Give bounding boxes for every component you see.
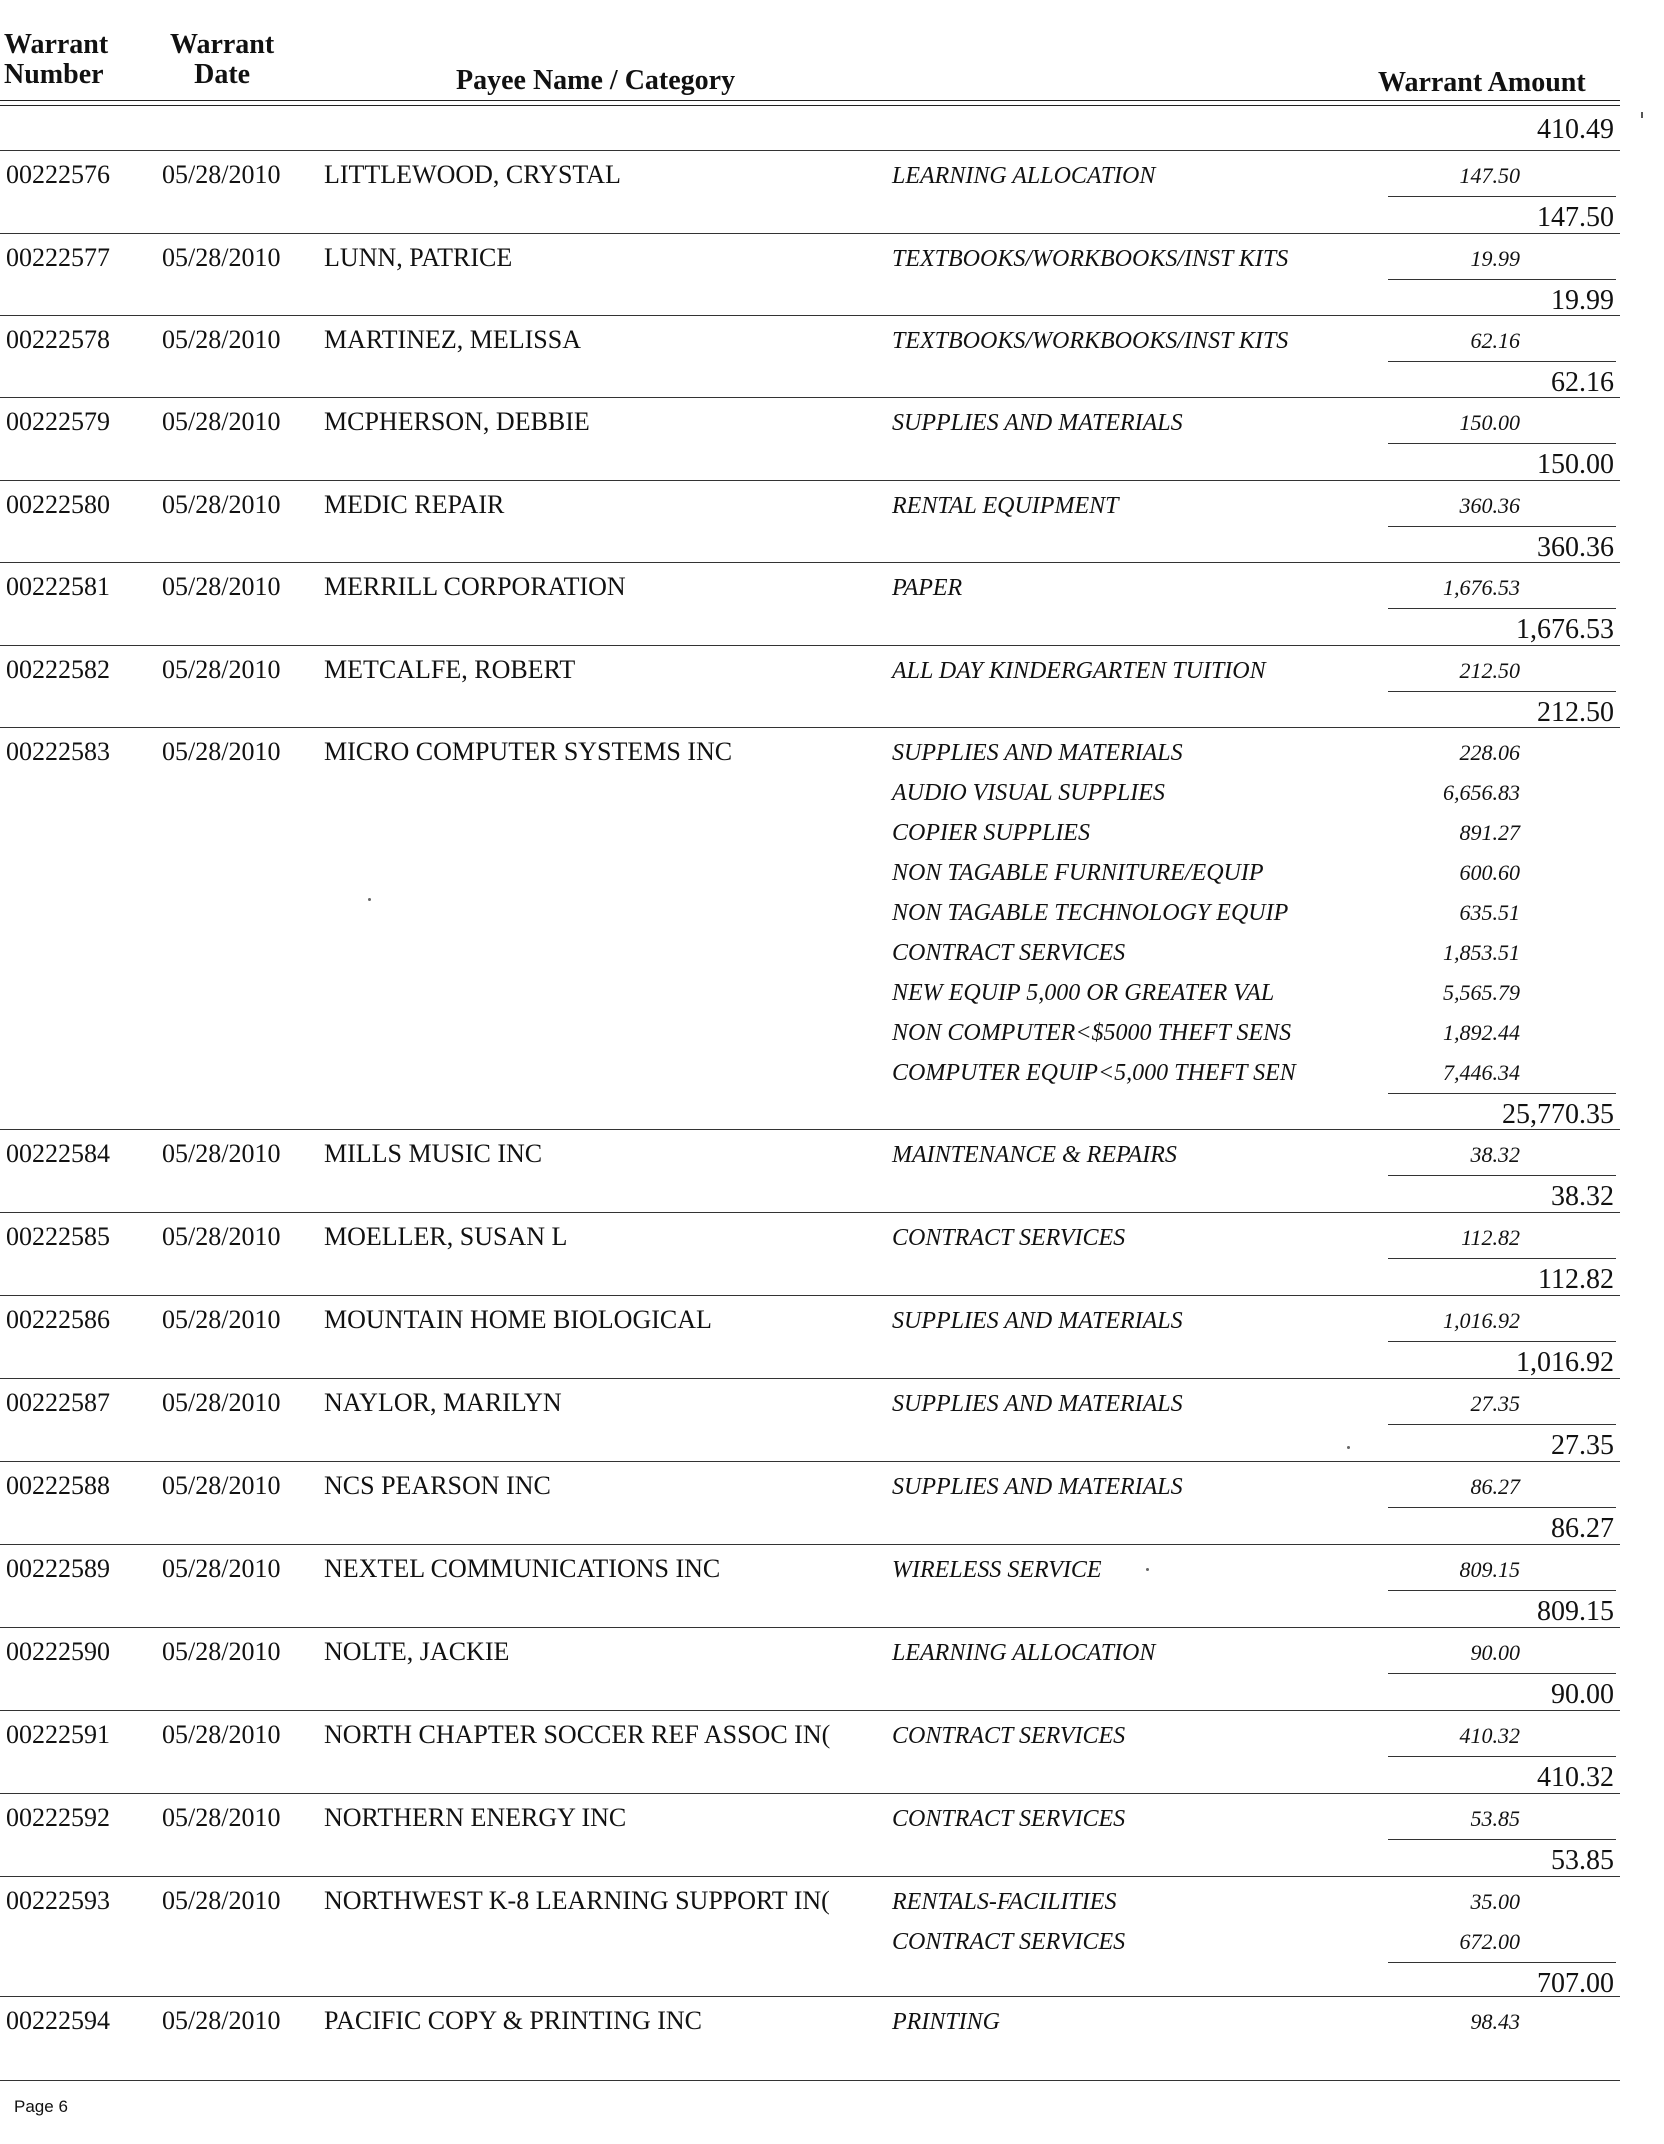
payee-name: NORTHERN ENERGY INC xyxy=(324,1803,627,1832)
category-label: TEXTBOOKS/WORKBOOKS/INST KITS xyxy=(892,246,1289,272)
warrant-number: 00222584 xyxy=(6,1139,110,1168)
row-separator xyxy=(0,1996,1620,1997)
category-label: LEARNING ALLOCATION xyxy=(892,163,1156,189)
line-amount: 6,656.83 xyxy=(1443,780,1520,805)
warrant-date: 05/28/2010 xyxy=(162,1388,281,1417)
amount-underline xyxy=(1388,1756,1616,1757)
payee-name: MICRO COMPUTER SYSTEMS INC xyxy=(324,737,733,766)
amount-underline xyxy=(1388,1839,1616,1840)
warrant-number: 00222587 xyxy=(6,1388,110,1417)
warrant-number: 00222591 xyxy=(6,1720,110,1749)
row-separator xyxy=(0,1378,1620,1379)
warrant-total: 707.00 xyxy=(1537,1968,1614,1999)
warrant-date: 05/28/2010 xyxy=(162,2006,281,2035)
category-label: SUPPLIES AND MATERIALS xyxy=(892,1474,1183,1500)
row-separator xyxy=(0,1710,1620,1711)
line-amount: 5,565.79 xyxy=(1443,980,1520,1005)
warrant-number: 00222579 xyxy=(6,407,110,436)
row-separator xyxy=(0,1876,1620,1877)
amount-underline xyxy=(1388,1093,1616,1094)
warrant-date: 05/28/2010 xyxy=(162,1720,281,1749)
line-amount: 35.00 xyxy=(1470,1889,1520,1914)
line-amount: 98.43 xyxy=(1470,2009,1520,2034)
amount-underline xyxy=(1388,608,1616,609)
warrant-total: 410.32 xyxy=(1537,1762,1614,1793)
line-amount: 1,016.92 xyxy=(1443,1308,1520,1333)
payee-name: MERRILL CORPORATION xyxy=(324,572,626,601)
category-label: SUPPLIES AND MATERIALS xyxy=(892,410,1183,436)
warrant-number: 00222578 xyxy=(6,325,110,354)
line-amount: 62.16 xyxy=(1470,328,1520,353)
warrant-total: 90.00 xyxy=(1551,1679,1614,1710)
warrant-number: 00222576 xyxy=(6,160,110,189)
category-label: CONTRACT SERVICES xyxy=(892,1806,1126,1832)
line-amount: 891.27 xyxy=(1459,820,1520,845)
category-label: NON COMPUTER<$5000 THEFT SENS xyxy=(892,1020,1292,1046)
payee-name: MEDIC REPAIR xyxy=(324,490,505,519)
row-separator xyxy=(0,645,1620,646)
warrant-total: 1,676.53 xyxy=(1516,614,1614,645)
warrant-date: 05/28/2010 xyxy=(162,1803,281,1832)
warrant-total: 53.85 xyxy=(1551,1845,1614,1876)
payee-name: MOUNTAIN HOME BIOLOGICAL xyxy=(324,1305,712,1334)
payee-name: MCPHERSON, DEBBIE xyxy=(324,407,590,436)
category-label: TEXTBOOKS/WORKBOOKS/INST KITS xyxy=(892,328,1289,354)
warrant-total: 38.32 xyxy=(1551,1181,1614,1212)
line-amount: 212.50 xyxy=(1459,658,1520,683)
amount-underline xyxy=(1388,196,1616,197)
warrant-date: 05/28/2010 xyxy=(162,572,281,601)
category-label: ALL DAY KINDERGARTEN TUITION xyxy=(892,658,1266,684)
warrant-date: 05/28/2010 xyxy=(162,655,281,684)
category-label: CONTRACT SERVICES xyxy=(892,940,1126,966)
payee-name: NORTH CHAPTER SOCCER REF ASSOC IN( xyxy=(324,1720,831,1749)
category-label: AUDIO VISUAL SUPPLIES xyxy=(892,780,1165,806)
warrant-date: 05/28/2010 xyxy=(162,1554,281,1583)
warrant-total: 25,770.35 xyxy=(1502,1099,1614,1130)
category-label: NON TAGABLE FURNITURE/EQUIP xyxy=(892,860,1264,886)
page-label: Page xyxy=(14,2097,54,2116)
payee-name: NOLTE, JACKIE xyxy=(324,1637,510,1666)
category-label: RENTALS-FACILITIES xyxy=(892,1889,1117,1915)
category-label: COMPUTER EQUIP<5,000 THEFT SEN xyxy=(892,1060,1296,1086)
header-rule-top xyxy=(0,100,1620,101)
line-amount: 150.00 xyxy=(1459,410,1520,435)
payee-name: NORTHWEST K-8 LEARNING SUPPORT IN( xyxy=(324,1886,830,1915)
warrant-number: 00222583 xyxy=(6,737,110,766)
line-amount: 27.35 xyxy=(1470,1391,1520,1416)
warrant-number: 00222593 xyxy=(6,1886,110,1915)
line-amount: 147.50 xyxy=(1459,163,1520,188)
warrant-date: 05/28/2010 xyxy=(162,407,281,436)
warrant-date: 05/28/2010 xyxy=(162,1305,281,1334)
row-separator xyxy=(0,480,1620,481)
header-payee-category: Payee Name / Category xyxy=(456,65,736,96)
line-amount: 410.32 xyxy=(1459,1723,1520,1748)
scan-speck xyxy=(1146,1568,1149,1571)
line-amount: 1,853.51 xyxy=(1443,940,1520,965)
warrant-total: 809.15 xyxy=(1537,1596,1614,1627)
amount-underline xyxy=(1388,1590,1616,1591)
warrant-number: 00222585 xyxy=(6,1222,110,1251)
payee-name: LUNN, PATRICE xyxy=(324,243,513,272)
category-label: CONTRACT SERVICES xyxy=(892,1723,1126,1749)
category-label: SUPPLIES AND MATERIALS xyxy=(892,1391,1183,1417)
warrant-total: 86.27 xyxy=(1551,1513,1614,1544)
row-separator xyxy=(0,562,1620,563)
row-separator xyxy=(0,727,1620,728)
payee-name: NAYLOR, MARILYN xyxy=(324,1388,562,1417)
warrant-date: 05/28/2010 xyxy=(162,1139,281,1168)
line-amount: 360.36 xyxy=(1459,493,1520,518)
row-separator xyxy=(0,150,1620,151)
category-label: SUPPLIES AND MATERIALS xyxy=(892,1308,1183,1334)
header-warrant-number: Warrant Number xyxy=(4,29,109,90)
category-label: COPIER SUPPLIES xyxy=(892,820,1090,846)
category-label: CONTRACT SERVICES xyxy=(892,1225,1126,1251)
category-label: MAINTENANCE & REPAIRS xyxy=(892,1142,1177,1168)
line-amount: 672.00 xyxy=(1459,1929,1520,1954)
amount-underline xyxy=(1388,1962,1616,1963)
payee-name: MILLS MUSIC INC xyxy=(324,1139,543,1168)
category-label: NEW EQUIP 5,000 OR GREATER VAL xyxy=(892,980,1275,1006)
warrant-date: 05/28/2010 xyxy=(162,243,281,272)
line-amount: 228.06 xyxy=(1459,740,1520,765)
warrant-total: 360.36 xyxy=(1537,532,1614,563)
amount-underline xyxy=(1388,1673,1616,1674)
amount-underline xyxy=(1388,361,1616,362)
row-separator xyxy=(0,233,1620,234)
line-amount: 1,676.53 xyxy=(1443,575,1520,600)
line-amount: 112.82 xyxy=(1461,1225,1520,1250)
carryover-total: 410.49 xyxy=(1537,114,1614,145)
amount-underline xyxy=(1388,691,1616,692)
payee-name: LITTLEWOOD, CRYSTAL xyxy=(324,160,621,189)
row-separator xyxy=(0,1793,1620,1794)
amount-underline xyxy=(1388,1258,1616,1259)
amount-underline xyxy=(1388,1424,1616,1425)
page-bottom-rule xyxy=(0,2080,1620,2081)
row-separator xyxy=(0,315,1620,316)
warrant-date: 05/28/2010 xyxy=(162,737,281,766)
page-footer xyxy=(14,2097,68,2117)
row-separator xyxy=(0,1627,1620,1628)
warrant-number: 00222582 xyxy=(6,655,110,684)
warrant-number: 00222589 xyxy=(6,1554,110,1583)
row-separator xyxy=(0,1544,1620,1545)
warrant-date: 05/28/2010 xyxy=(162,1886,281,1915)
header-warrant-date: Warrant Date xyxy=(170,29,275,90)
header-rule-bottom xyxy=(0,105,1620,106)
warrant-total: 150.00 xyxy=(1537,449,1614,480)
payee-name: NEXTEL COMMUNICATIONS INC xyxy=(324,1554,721,1583)
warrant-total: 27.35 xyxy=(1551,1430,1614,1461)
warrant-number: 00222590 xyxy=(6,1637,110,1666)
line-amount: 1,892.44 xyxy=(1443,1020,1520,1045)
line-amount: 53.85 xyxy=(1470,1806,1520,1831)
category-label: SUPPLIES AND MATERIALS xyxy=(892,740,1183,766)
warrant-total: 112.82 xyxy=(1538,1264,1614,1295)
row-separator xyxy=(0,1129,1620,1130)
row-separator xyxy=(0,1295,1620,1296)
line-amount: 600.60 xyxy=(1459,860,1520,885)
amount-underline xyxy=(1388,1507,1616,1508)
warrant-total: 1,016.92 xyxy=(1516,1347,1614,1378)
row-separator xyxy=(0,1461,1620,1462)
warrant-number: 00222581 xyxy=(6,572,110,601)
category-label: LEARNING ALLOCATION xyxy=(892,1640,1156,1666)
scan-speck xyxy=(368,898,371,901)
amount-underline xyxy=(1388,526,1616,527)
warrant-date: 05/28/2010 xyxy=(162,325,281,354)
warrant-number: 00222577 xyxy=(6,243,110,272)
category-label: PRINTING xyxy=(892,2009,1000,2035)
header-warrant-amount: Warrant Amount xyxy=(1378,67,1586,98)
page-number: 6 xyxy=(58,2097,68,2116)
warrant-total: 19.99 xyxy=(1551,285,1614,316)
line-amount: 19.99 xyxy=(1470,246,1520,271)
warrant-number: 00222594 xyxy=(6,2006,110,2035)
payee-name: MOELLER, SUSAN L xyxy=(324,1222,568,1251)
warrant-date: 05/28/2010 xyxy=(162,1637,281,1666)
warrant-total: 212.50 xyxy=(1537,697,1614,728)
line-amount: 7,446.34 xyxy=(1443,1060,1520,1085)
line-amount: 635.51 xyxy=(1459,900,1520,925)
category-label: WIRELESS SERVICE xyxy=(892,1557,1102,1583)
warrant-date: 05/28/2010 xyxy=(162,1222,281,1251)
amount-underline xyxy=(1388,279,1616,280)
warrant-number: 00222586 xyxy=(6,1305,110,1334)
category-label: RENTAL EQUIPMENT xyxy=(892,493,1119,519)
amount-underline xyxy=(1388,443,1616,444)
amount-underline xyxy=(1388,1175,1616,1176)
line-amount: 809.15 xyxy=(1459,1557,1520,1582)
warrant-date: 05/28/2010 xyxy=(162,160,281,189)
warrant-number: 00222580 xyxy=(6,490,110,519)
category-label: PAPER xyxy=(892,575,963,601)
line-amount: 38.32 xyxy=(1470,1142,1520,1167)
category-label: NON TAGABLE TECHNOLOGY EQUIP xyxy=(892,900,1289,926)
warrant-total: 62.16 xyxy=(1551,367,1614,398)
warrant-date: 05/28/2010 xyxy=(162,1471,281,1500)
warrant-total: 147.50 xyxy=(1537,202,1614,233)
scan-speck xyxy=(1347,1446,1350,1449)
scan-mark xyxy=(1641,112,1643,118)
warrant-date: 05/28/2010 xyxy=(162,490,281,519)
line-amount: 90.00 xyxy=(1470,1640,1520,1665)
row-separator xyxy=(0,1212,1620,1213)
payee-name: NCS PEARSON INC xyxy=(324,1471,551,1500)
warrant-number: 00222592 xyxy=(6,1803,110,1832)
category-label: CONTRACT SERVICES xyxy=(892,1929,1126,1955)
warrant-number: 00222588 xyxy=(6,1471,110,1500)
payee-name: PACIFIC COPY & PRINTING INC xyxy=(324,2006,703,2035)
amount-underline xyxy=(1388,1341,1616,1342)
line-amount: 86.27 xyxy=(1470,1474,1520,1499)
payee-name: METCALFE, ROBERT xyxy=(324,655,576,684)
payee-name: MARTINEZ, MELISSA xyxy=(324,325,581,354)
row-separator xyxy=(0,397,1620,398)
